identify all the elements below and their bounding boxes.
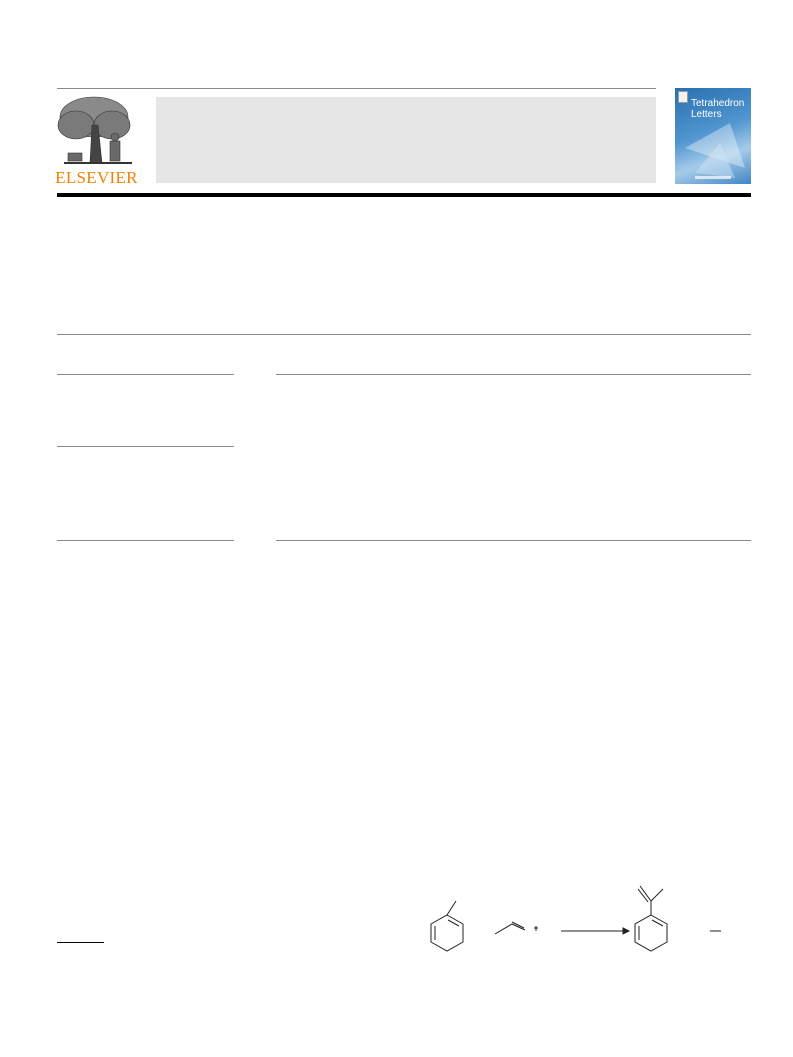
- reaction-arrow: [561, 928, 629, 934]
- propylene-structure: [495, 922, 538, 934]
- publisher-name[interactable]: ELSEVIER: [55, 168, 138, 187]
- cover-title-line-2: Letters: [691, 109, 722, 120]
- article-info-rule-top: [57, 374, 234, 375]
- abstract-rule-top: [276, 374, 751, 375]
- elsevier-tree-icon: [54, 95, 139, 170]
- reaction-scheme: [420, 878, 740, 958]
- article-info-rule-middle: [57, 446, 234, 447]
- top-rule: [57, 88, 656, 89]
- product-structure: [635, 886, 667, 951]
- title-block-rule: [57, 334, 751, 335]
- journal-header-box: [156, 97, 656, 183]
- cover-title-line-1: Tetrahedron: [691, 98, 745, 109]
- abstract-rule-bottom: [276, 540, 751, 541]
- journal-cover[interactable]: [675, 88, 751, 184]
- cover-art-icon: [675, 88, 751, 184]
- reaction-scheme-icon: [420, 878, 740, 958]
- toluene-structure: [431, 901, 463, 951]
- header-thick-rule: [57, 193, 751, 197]
- footnote-rule: [57, 942, 104, 943]
- article-info-rule-bottom: [57, 540, 234, 541]
